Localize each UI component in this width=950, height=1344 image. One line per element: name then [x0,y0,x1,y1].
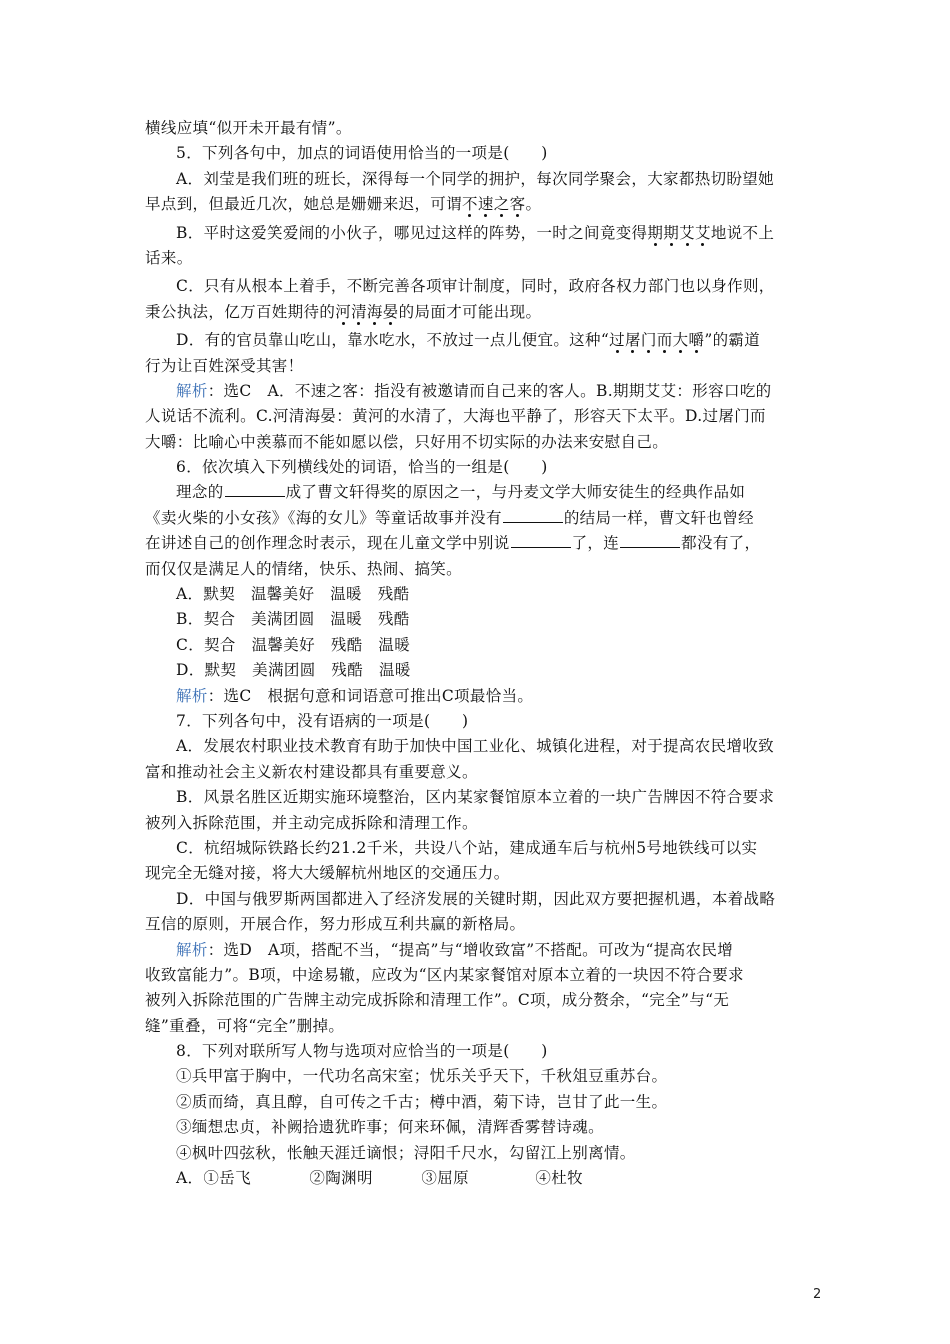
emphasis-char: 河 [335,302,352,321]
passage-6-line4: 而仅仅是满足人的情绪，快乐、热闹、搞笑。 [145,559,463,578]
couplet-4: ④枫叶四弦秋，怅触天涯迁谪恨；浔阳千尺水，勾留江上别离情。 [176,1143,636,1162]
analysis-label: 解析 [176,686,208,705]
analysis-5-line1: 解析：选C A．不速之客：指没有被邀请而自己来的客人。B.期期艾艾：形容口吃的 [176,381,772,400]
option-8a: A．①岳飞 ②陶渊明 ③屈原 ④杜牧 [145,1166,810,1191]
dotted-term [647,221,710,246]
emphasis-char: 过 [609,331,626,350]
emphasis-char: 艾 [694,223,711,242]
option-5a-line1: A．刘莹是我们班的班长，深得每一个同学的拥护，每次同学聚会，大家都热切盼望她 [176,169,774,188]
option-6c: C．契合 温馨美好 残酷 温暖 [176,635,411,654]
emphasis-char: 嚼 [688,331,705,350]
option-6a: A．默契 温馨美好 温暖 残酷 [176,585,410,604]
option-7c-line2: 现完全无缝对接，将大大缓解杭州地区的交通压力。 [145,864,510,883]
option-8a-choice: ①岳飞 [203,1169,251,1188]
option-5c-line1: C．只有从根本上着手，不断完善各项审计制度，同时，政府各权力部门也以身作则， [176,277,775,296]
analysis-7-line1: 解析：选D A项，搭配不当，“提高”与“增收致富”不搭配。可改为“提高农民增 [176,940,734,959]
emphasis-char: 不 [462,195,478,214]
option-6b: B．契合 美满团圆 温暖 残酷 [176,610,410,629]
analysis-5-line3: 大嚼：比喻心中羡慕而不能如愿以偿，只好用不切实际的办法来安慰自己。 [145,432,669,451]
couplet-1: ①兵甲富于胸中，一代功名高宋室；忧乐关乎天下，千秋俎豆重苏台。 [176,1067,668,1086]
option-7b-line2: 被列入拆除范围，并主动完成拆除和清理工作。 [145,813,478,832]
blank-line [620,532,680,548]
option-7a-line1: A．发展农村职业技术教育有助于加快中国工业化、城镇化进程，对于提高农民增收致 [176,737,774,756]
emphasis-char: 大 [672,331,689,350]
emphasis-char: 速 [477,195,494,214]
emphasis-char: 门 [640,331,657,350]
blank-line [225,481,285,497]
emphasis-char: 清 [351,302,367,321]
emphasis-char: 期 [647,223,664,242]
option-8a-choice: ④杜牧 [535,1169,583,1188]
analysis-label: 解析 [176,381,208,400]
blank-line [503,507,563,523]
question-6: 6．依次填入下列横线处的词语，恰当的一组是( ) [176,458,548,477]
question-8: 8．下列对联所写人物与选项对应恰当的一项是( ) [176,1042,548,1061]
analysis-7-line4: 缝”重叠，可将“完全”删掉。 [145,1016,345,1035]
option-5d-line1: D．有的官员靠山吃山，靠水吃水，不放过一点儿便宜。这种“过屠门而大嚼”的霸道 [145,328,810,353]
option-7a-line2: 富和推动社会主义新农村建设都具有重要意义。 [145,762,478,781]
dotted-term [462,192,525,217]
option-8a-choice: ③屈原 [421,1169,469,1188]
emphasis-char: 屠 [625,331,641,350]
question-5: 5．下列各句中，加点的词语使用恰当的一项是( ) [176,144,548,163]
analysis-label: 解析 [176,940,208,959]
option-5c-line2: 秉公执法，亿万百姓期待的河清海晏的局面才可能出现。 [145,300,810,325]
emphasis-char: 海 [366,302,383,321]
passage-6-line3: 在讲述自己的创作理念时表示，现在儿童文学中别说 了，连 都没有了， [145,534,761,553]
emphasis-char: 晏 [382,302,399,321]
option-8a-choice: ②陶渊明 [309,1169,373,1188]
analysis-7-line3: 被列入拆除范围的广告牌主动完成拆除和清理工作”。C项，成分赘余，“完全”与“无 [145,991,730,1010]
document-body [145,116,810,1191]
question-7: 7．下列各句中，没有语病的一项是( ) [176,711,469,730]
option-7b-line1: B．风景名胜区近期实施环境整治，区内某家餐馆原本立着的一块广告牌因不符合要求 [176,788,775,807]
analysis-7-line2: 收致富能力”。B项，中途易辙，应改为“区内某家餐馆对原本立着的一块因不符合要求 [145,965,744,984]
blank-line [511,532,571,548]
couplet-2: ②质而绮，真且醇，自可传之千古；樽中酒，菊下诗，岂甘了此一生。 [176,1092,668,1111]
dotted-term [609,328,704,353]
emphasis-char: 而 [656,331,673,350]
emphasis-char: 艾 [679,223,695,242]
dotted-term [335,300,398,325]
passage-6-line1: 理念的 成了曹文轩得奖的原因之一，与丹麦文学大师安徒生的经典作品如 [176,483,746,502]
option-5d-line2: 行为让百姓深受其害！ [145,356,304,375]
option-5a-line2: 早点到，但最近几次，她总是姗姗来迟，可谓不速之客。 [145,192,810,217]
text-line: 横线应填“似开未开最有情”。 [145,119,352,137]
emphasis-char: 之 [493,195,510,214]
option-7c-line1: C．杭绍城际铁路长约21.2千米，共设八个站，建成通车后与杭州5号地铁线可以实 [176,838,758,857]
analysis-5-line2: 人说话不流利。C.河清海晏：黄河的水清了，大海也平静了，形容天下太平。D.过屠门而 [145,407,766,426]
emphasis-char: 客 [509,195,526,214]
passage-6-line2: 《卖火柴的小女孩》《海的女儿》等童话故事并没有 的结局一样，曹文轩也曾经 [145,508,755,527]
emphasis-char: 期 [663,223,680,242]
couplet-3: ③缅想忠贞，补阙拾遗犹昨事；何来环佩，清辉香雾替诗魂。 [176,1118,604,1137]
option-7d-line1: D．中国与俄罗斯两国都进入了经济发展的关键时期，因此双方要把握机遇，本着战略 [176,889,776,908]
page-number: 2 [813,1287,822,1302]
analysis-6: 解析：选C 根据句意和词语意可推出C项最恰当。 [176,686,534,705]
option-6d: D．默契 美满团圆 残酷 温暖 [176,661,411,680]
option-5b-line1: B．平时这爱笑爱闹的小伙子，哪见过这样的阵势，一时之间竟变得期期艾艾地说不上 [145,221,810,246]
option-7d-line2: 互信的原则，开展合作，努力形成互利共赢的新格局。 [145,915,526,934]
option-5b-line2: 话来。 [145,248,193,267]
